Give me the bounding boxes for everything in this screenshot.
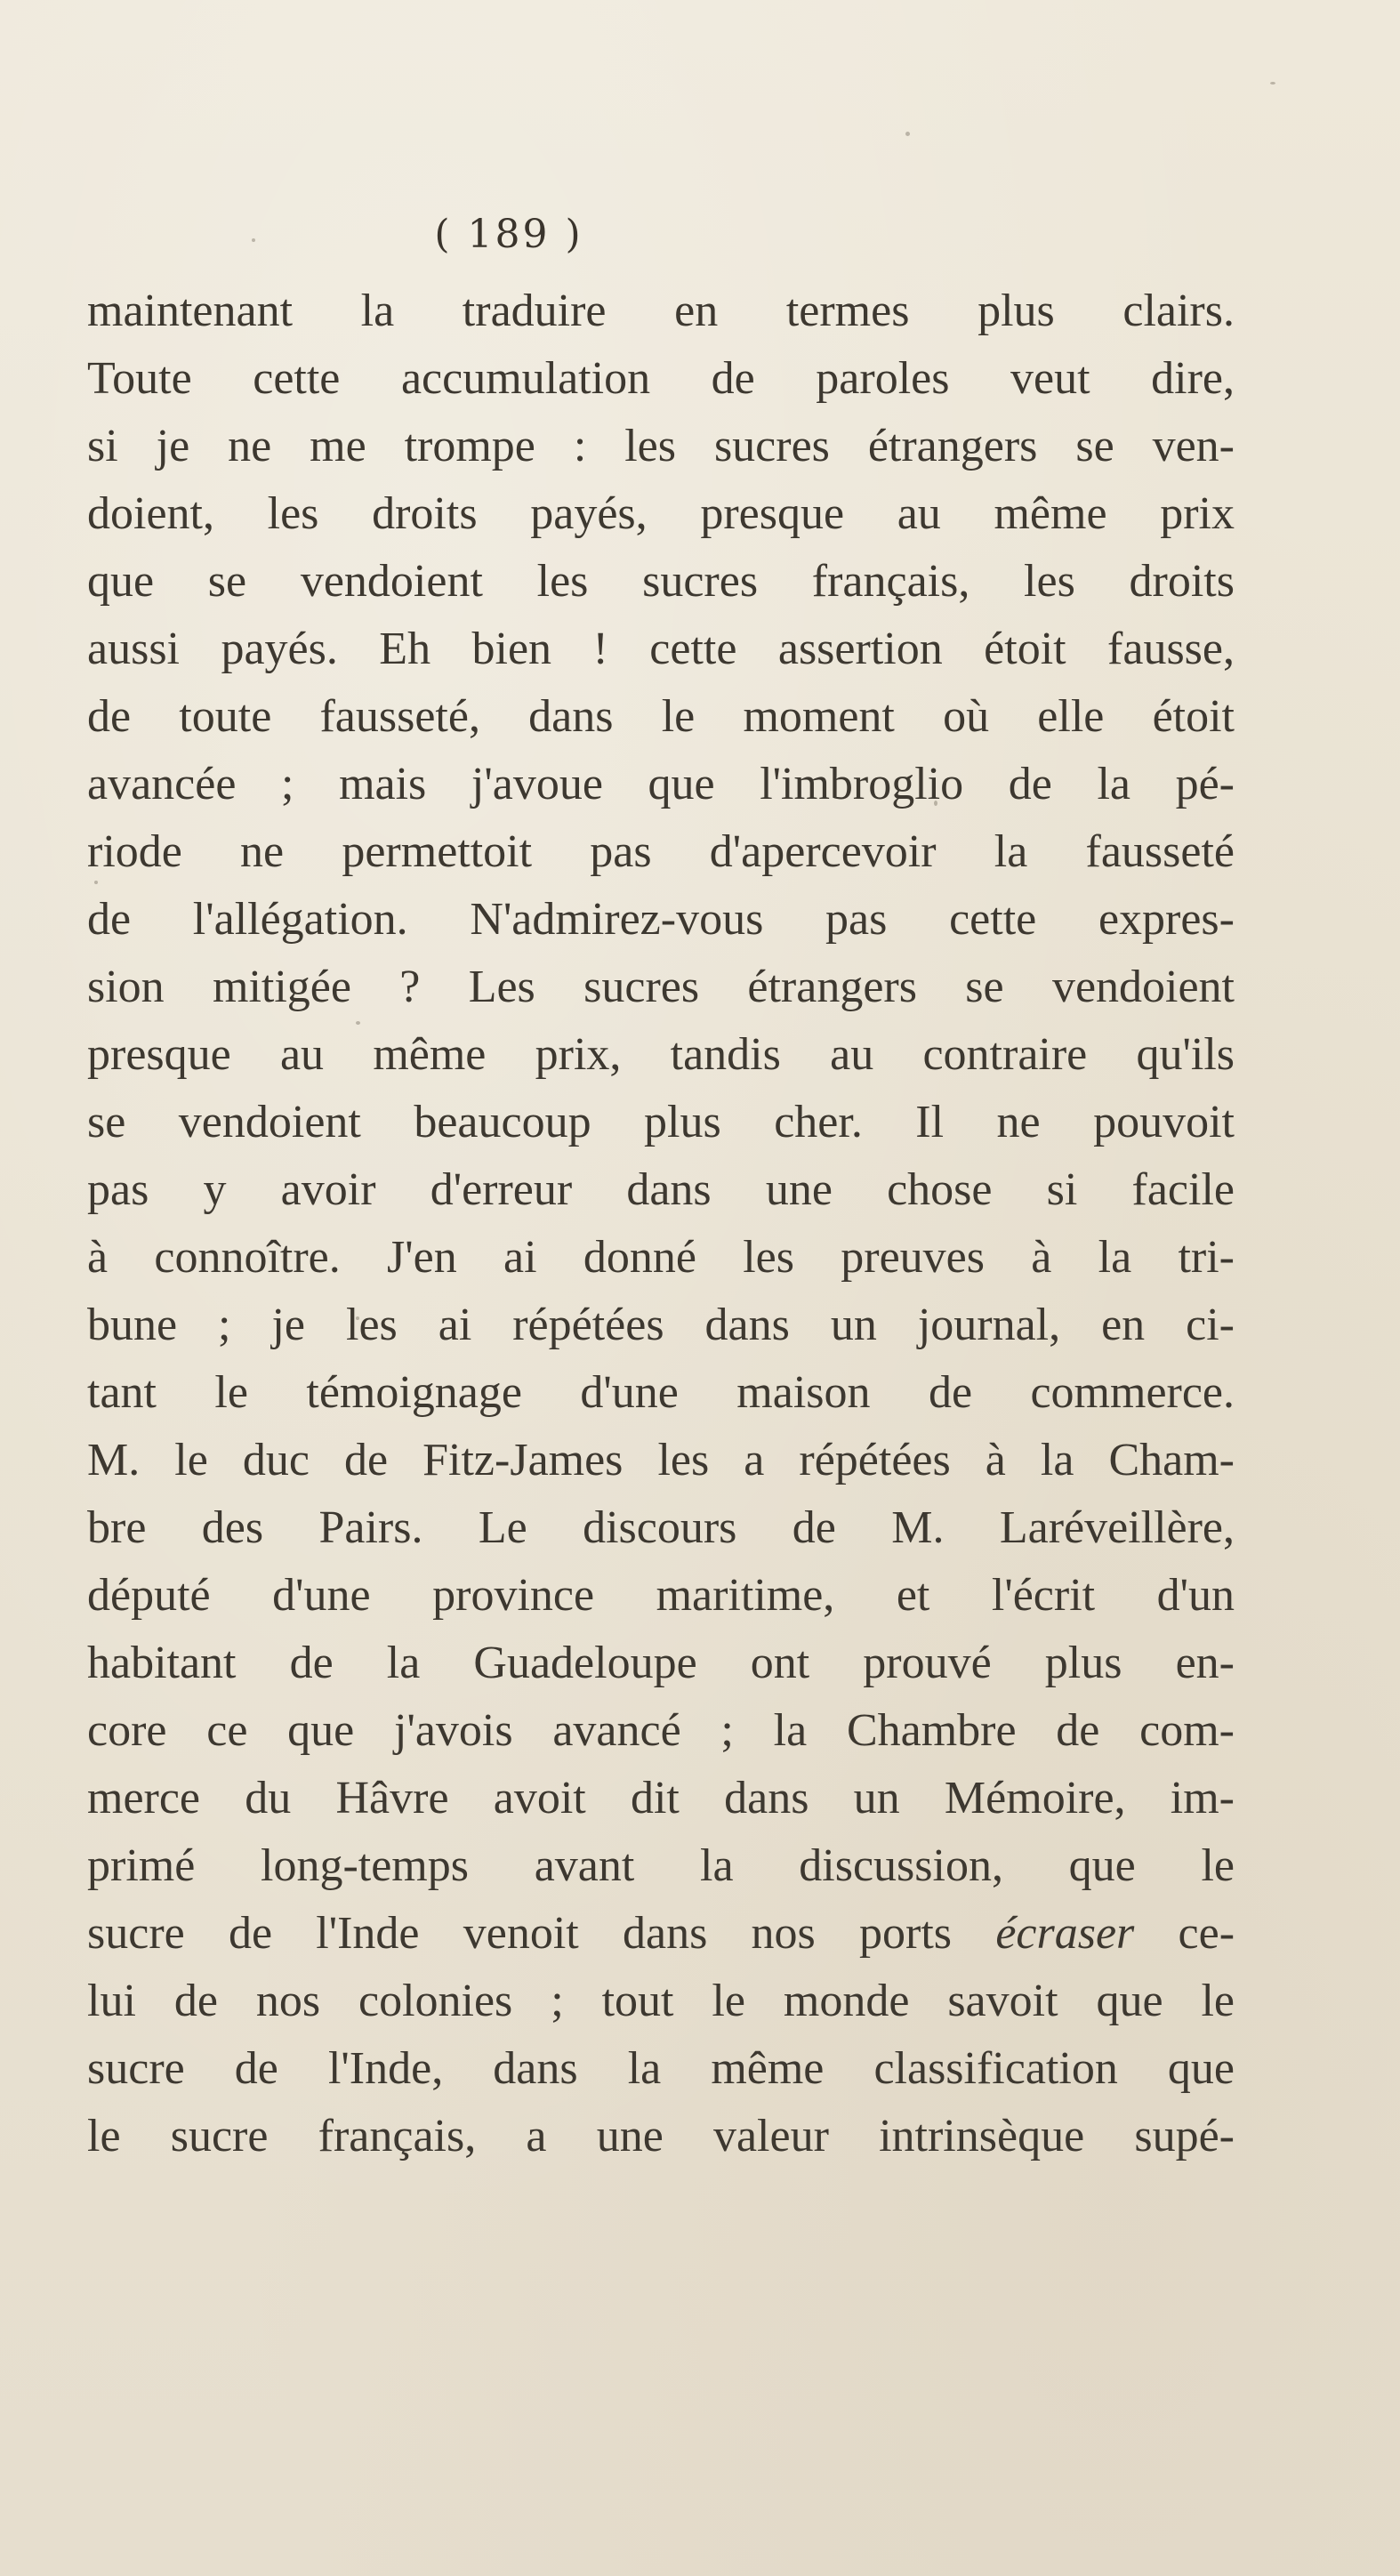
line-segment: ce- [1178,1908,1235,1959]
paper-speck [94,881,98,884]
paper-speck [356,1316,359,1320]
text-line: primé long-temps avant la discussion, que le [87,1840,1235,1891]
paper-speck [356,1021,360,1025]
text-line: habitant de la Guadeloupe ont prouvé plus en- [87,1638,1235,1688]
text-line: bune ; je les ai répétées dans un journal, en ci- [87,1300,1235,1350]
text-line: presque au même prix, tandis au contraire qu'ils [87,1029,1235,1080]
line-segment: sucre de l'Inde venoit dans nos ports [87,1908,953,1959]
text-line: que se vendoient les sucres français, les droits [87,556,1235,607]
text-line: si je ne me trompe : les sucres étrangers se ven- [87,421,1235,471]
text-line: core ce que j'avois avancé ; la Chambre de com- [87,1705,1235,1756]
text-line: de l'allégation. N'admirez-vous pas cette expres- [87,894,1235,945]
text-line: tant le témoignage d'une maison de commerce. [87,1367,1235,1418]
text-line: lui de nos colonies ; tout le monde savoit que le [87,1976,1235,2026]
text-line: député d'une province maritime, et l'écrit d'un [87,1570,1235,1621]
text-line: pas y avoir d'erreur dans une chose si facile [87,1164,1235,1215]
text-line: merce du Hâvre avoit dit dans un Mémoire, im- [87,1773,1235,1823]
text-line: aussi payés. Eh bien ! cette assertion étoit fausse, [87,624,1235,674]
text-line: à connoître. J'en ai donné les preuves à la tri- [87,1232,1235,1283]
text-line: doient, les droits payés, presque au même prix [87,488,1235,539]
italic-word: écraser [995,1908,1135,1959]
paper-speck [905,132,910,136]
text-line: bre des Pairs. Le discours de M. Laréveillère, [87,1502,1235,1553]
text-line: le sucre français, a une valeur intrinsèque supé- [87,2111,1235,2161]
text-line: M. le duc de Fitz-James les a répétées à la Cham- [87,1435,1235,1485]
page-number: ( 189 ) [434,212,583,257]
text-line: sucre de l'Inde, dans la même classification que [87,2043,1235,2094]
text-line: Toute cette accumulation de paroles veut dire, [87,353,1235,404]
paper-speck [934,801,937,806]
body-text [87,278,1235,2170]
text-line: sion mitigée ? Les sucres étrangers se vendoient [87,962,1235,1012]
text-line: riode ne permettoit pas d'apercevoir la fausseté [87,826,1235,877]
text-line: avancée ; mais j'avoue que l'imbroglio de la pé- [87,759,1235,809]
text-line: de toute fausseté, dans le moment où elle étoit [87,691,1235,742]
text-line: se vendoient beaucoup plus cher. Il ne pouvoit [87,1097,1235,1147]
paper-speck [1270,82,1275,85]
text-line-with-italic [87,1900,1235,1968]
paper-speck [252,238,255,242]
text-line: maintenant la traduire en termes plus clairs. [87,286,1235,336]
